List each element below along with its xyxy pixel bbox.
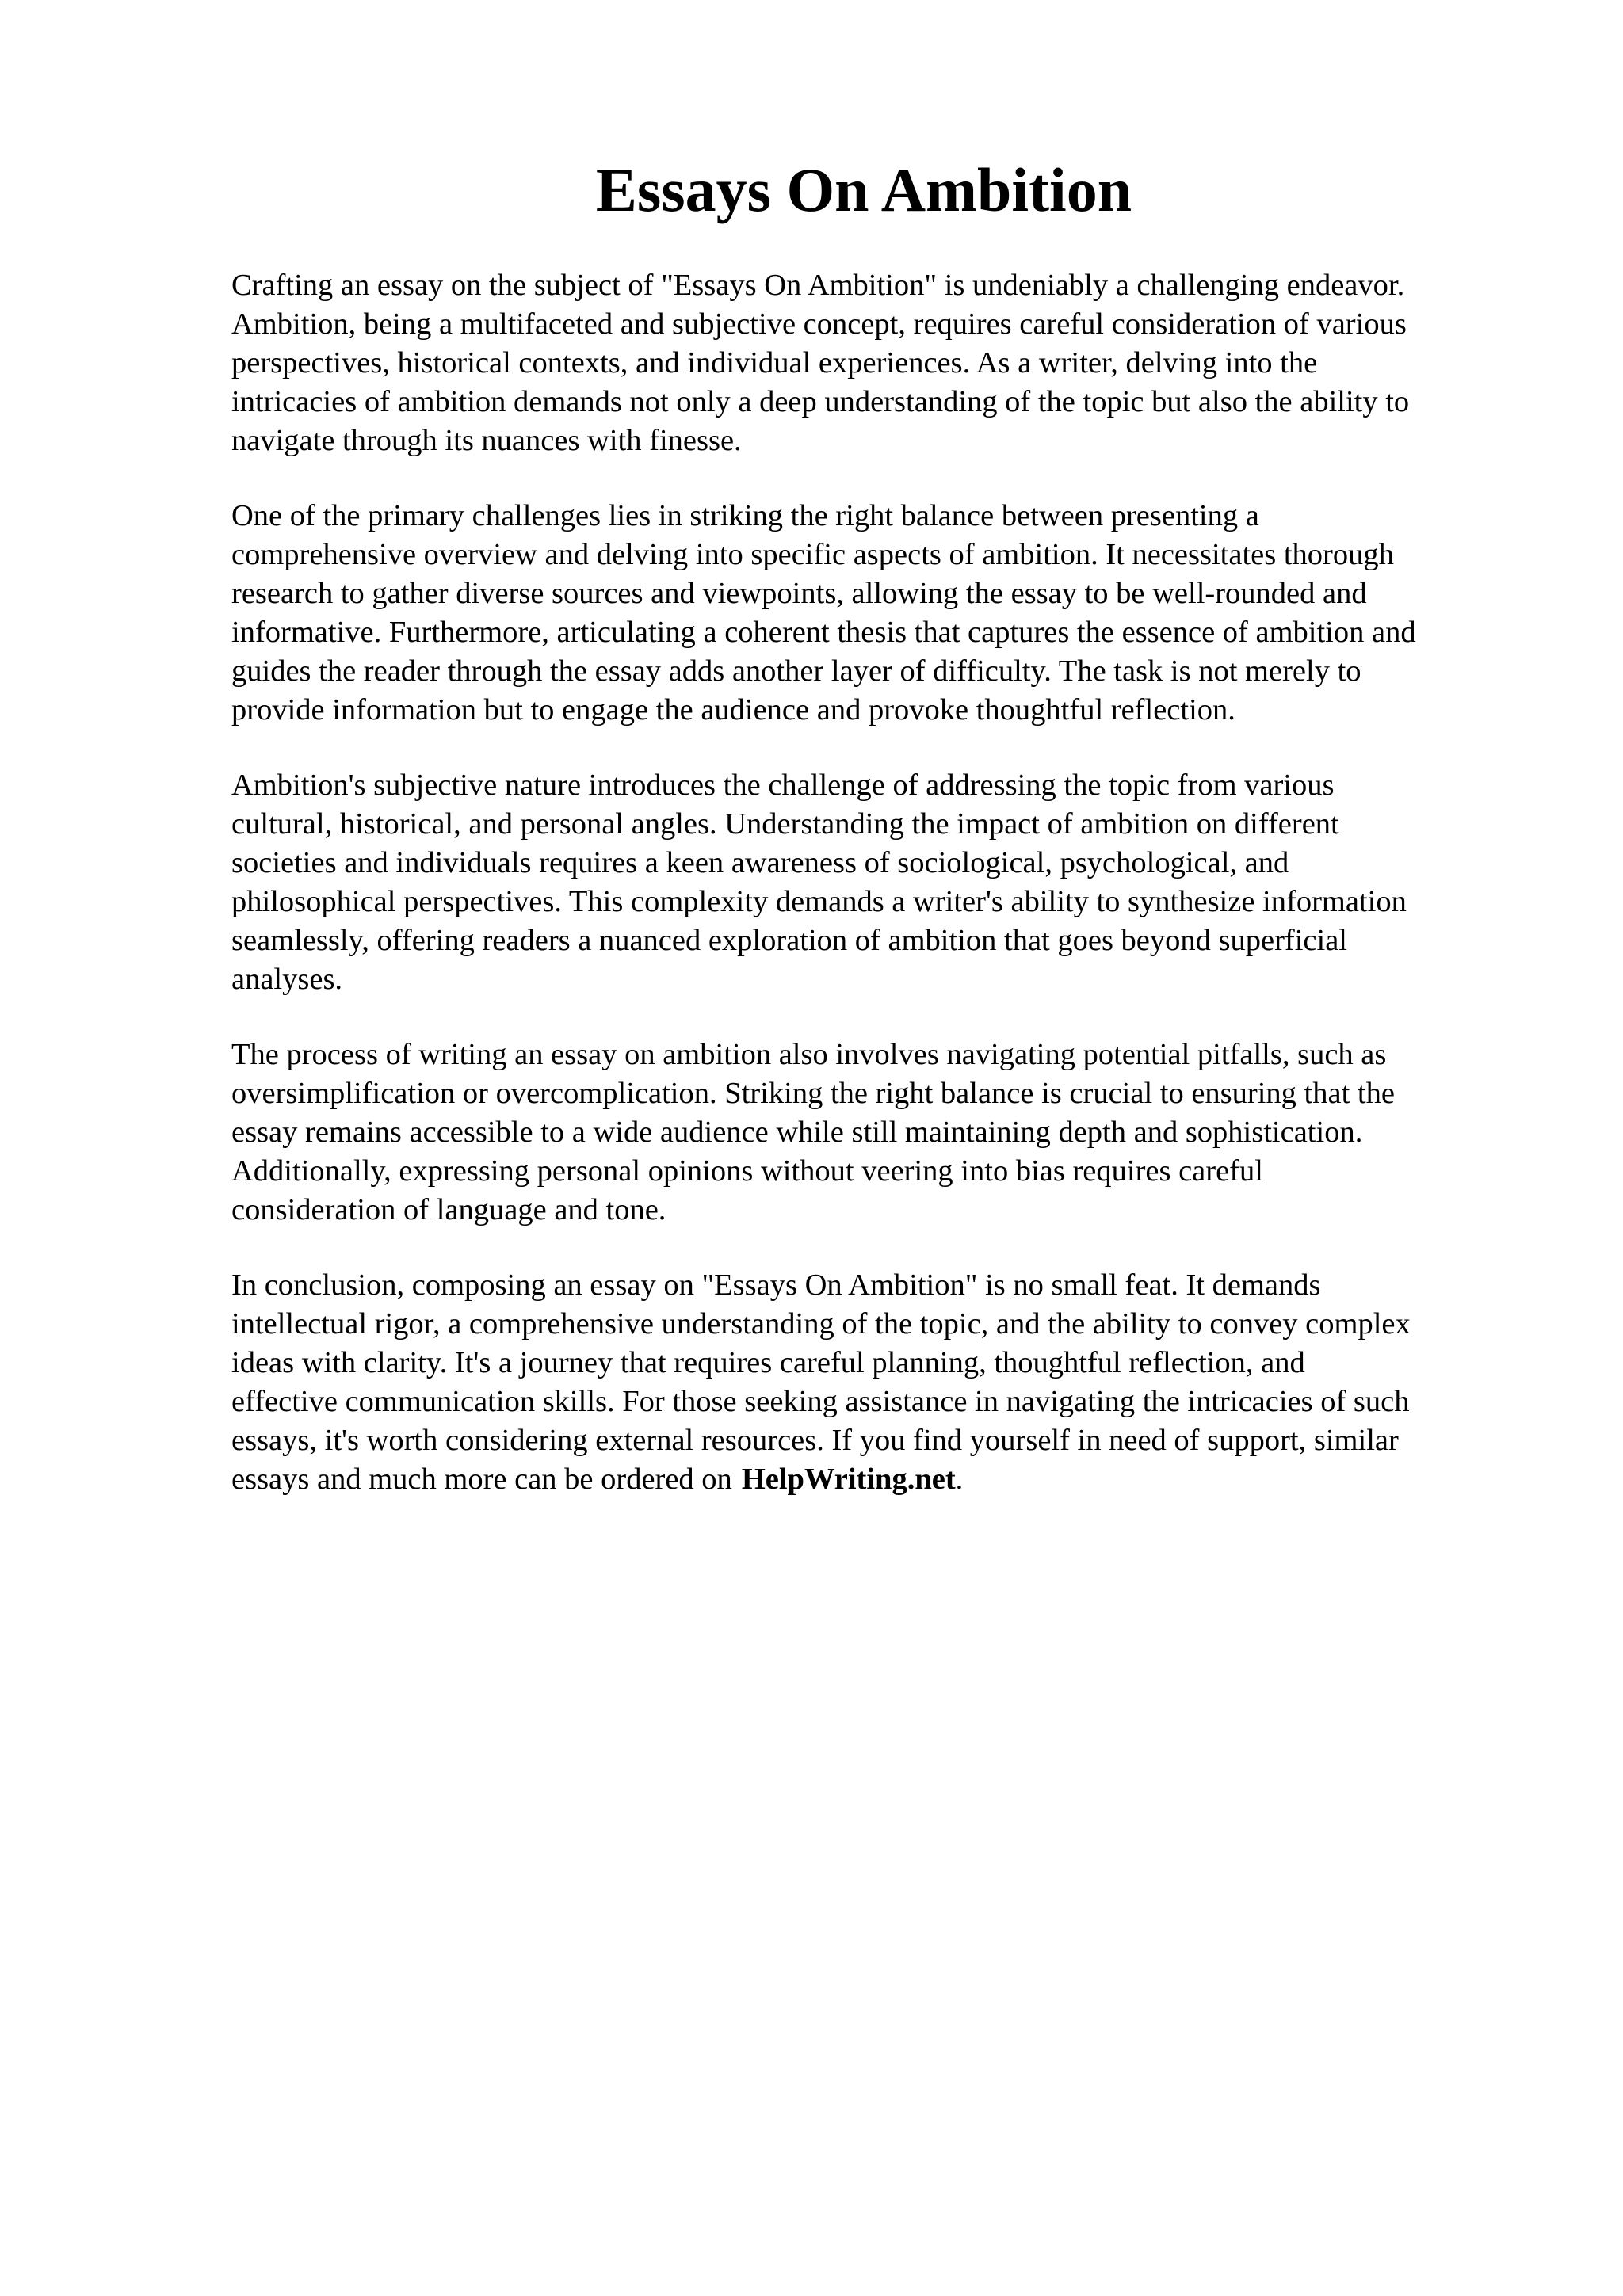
text-line: Additionally, expressing personal opinions without veering into bias requires careful bbox=[231, 1154, 1263, 1188]
text-line: seamlessly, offering readers a nuanced exploration of ambition that goes beyond superficial bbox=[231, 924, 1347, 957]
text-line: philosophical perspectives. This complexity demands a writer's ability to synthesize information bbox=[231, 885, 1407, 918]
final-period: . bbox=[955, 1463, 964, 1496]
text-line: intricacies of ambition demands not only a deep understanding of the topic but also the ability to bbox=[231, 385, 1410, 418]
text-line: One of the primary challenges lies in striking the right balance between presenting a bbox=[231, 499, 1259, 532]
text-line: consideration of language and tone. bbox=[231, 1193, 666, 1226]
text-line: effective communication skills. For those seeking assistance in navigating the intricacies of such bbox=[231, 1385, 1410, 1418]
final-line-text: essays and much more can be ordered on bbox=[231, 1463, 732, 1496]
paragraph-1 bbox=[231, 266, 1515, 460]
text-line: informative. Furthermore, articulating a coherent thesis that captures the essence of ambition and bbox=[231, 616, 1416, 649]
document-title: Essays On Ambition bbox=[595, 155, 1132, 224]
final-line bbox=[231, 1460, 1515, 1499]
paragraph-4 bbox=[231, 1035, 1515, 1230]
text-line: analyses. bbox=[231, 963, 343, 996]
text-line: intellectual rigor, a comprehensive understanding of the topic, and the ability to convey complex bbox=[231, 1307, 1411, 1341]
text-line: provide information but to engage the audience and provoke thoughtful reflection. bbox=[231, 693, 1235, 727]
text-line: In conclusion, composing an essay on "Essays On Ambition" is no small feat. It demands bbox=[231, 1268, 1321, 1302]
text-line: navigate through its nuances with finesse. bbox=[231, 424, 742, 457]
text-line: ideas with clarity. It's a journey that requires careful planning, thoughtful reflection, and bbox=[231, 1346, 1305, 1379]
text-line: guides the reader through the essay adds another layer of difficulty. The task is not merely to bbox=[231, 654, 1361, 688]
text-line: cultural, historical, and personal angles. Understanding the impact of ambition on different bbox=[231, 807, 1339, 841]
paragraph-5 bbox=[231, 1266, 1515, 1499]
text-line: research to gather diverse sources and viewpoints, allowing the essay to be well-rounded and bbox=[231, 577, 1367, 610]
paragraph-3 bbox=[231, 766, 1515, 999]
text-line: societies and individuals requires a keen awareness of sociological, psychological, and bbox=[231, 846, 1289, 879]
text-line: perspectives, historical contexts, and individual experiences. As a writer, delving into the bbox=[231, 346, 1318, 379]
paragraph-2 bbox=[231, 497, 1515, 730]
text-line: comprehensive overview and delving into specific aspects of ambition. It necessitates thorough bbox=[231, 538, 1394, 571]
text-line: The process of writing an essay on ambition also involves navigating potential pitfalls, such as bbox=[231, 1038, 1387, 1071]
text-line: Ambition's subjective nature introduces the challenge of addressing the topic from various bbox=[231, 769, 1335, 802]
essay-body bbox=[231, 266, 1515, 1535]
text-line: essay remains accessible to a wide audience while still maintaining depth and sophistication. bbox=[231, 1116, 1363, 1149]
helpwriting-link[interactable]: HelpWriting.net bbox=[741, 1463, 956, 1496]
text-line: oversimplification or overcomplication. Striking the right balance is crucial to ensuring that the bbox=[231, 1077, 1395, 1110]
text-line: essays, it's worth considering external resources. If you find yourself in need of support, similar bbox=[231, 1424, 1399, 1457]
text-line: Ambition, being a multifaceted and subjective concept, requires careful consideration of various bbox=[231, 307, 1407, 341]
text-line: Crafting an essay on the subject of "Essays On Ambition" is undeniably a challenging endeavor. bbox=[231, 269, 1405, 302]
